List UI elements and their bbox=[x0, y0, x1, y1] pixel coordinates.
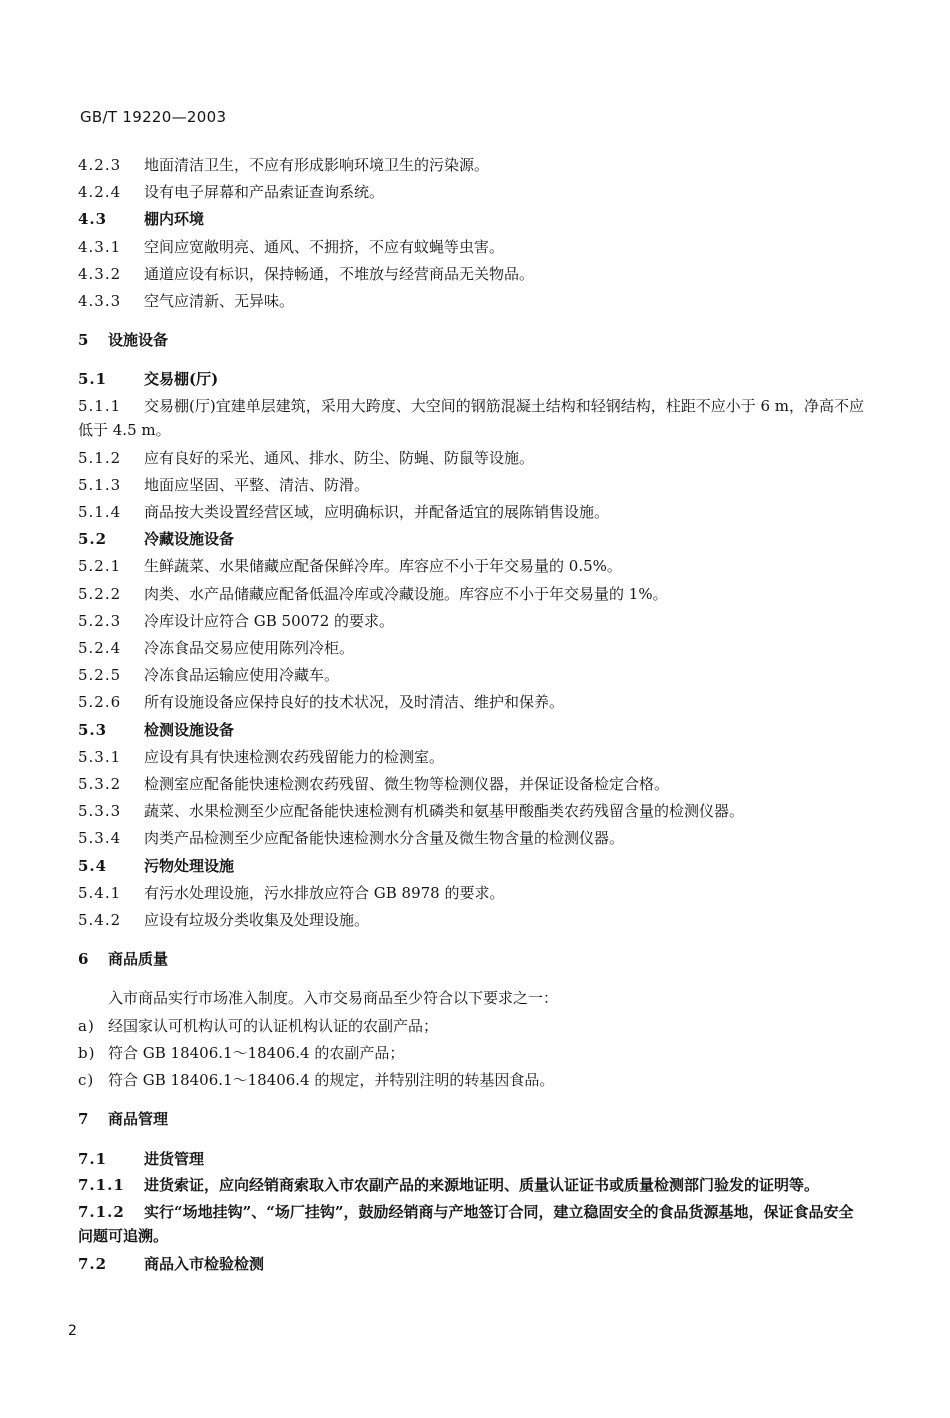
list-item-b: b) 符合 GB 18406.1～18406.4 的农副产品； bbox=[78, 1043, 405, 1062]
clause-5-4-2: 5.4.2 应设有垃圾分类收集及处理设施。 bbox=[78, 911, 370, 930]
heading-5-3: 5.3 检测设施设备 bbox=[78, 720, 235, 739]
heading-5: 5 设施设备 bbox=[78, 331, 169, 350]
heading-7-1: 7.1 进货管理 bbox=[78, 1149, 205, 1168]
heading-6: 6 商品质量 bbox=[78, 950, 169, 969]
clause-4-3-2: 4.3.2 通道应设有标识，保持畅通，不堆放与经营商品无关物品。 bbox=[78, 264, 535, 283]
list-item-a: a) 经国家认可机构认可的认证机构认证的农副产品； bbox=[78, 1016, 439, 1035]
clause-5-1-1: 5.1.1 交易棚(厅)宜建单层建筑，采用大跨度、大空间的钢筋混凝土结构和轻钢结构，柱距不应小于 6 m，净高不应低于 4.5 m。 bbox=[78, 396, 865, 439]
clause-5-1-2: 5.1.2 应有良好的采光、通风、排水、防尘、防蝇、防鼠等设施。 bbox=[78, 448, 535, 467]
clause-5-2-4: 5.2.4 冷冻食品交易应使用陈列冷柜。 bbox=[78, 639, 355, 658]
clause-5-2-5: 5.2.5 冷冻食品运输应使用冷藏车。 bbox=[78, 666, 340, 685]
clause-5-2-6: 5.2.6 所有设施设备应保持良好的技术状况，及时清洁、维护和保养。 bbox=[78, 693, 565, 712]
clause-4-3-3: 4.3.3 空气应清新、无异味。 bbox=[78, 292, 295, 311]
clause-5-2-2: 5.2.2 肉类、水产品储藏应配备低温冷库或冷藏设施。库容应不小于年交易量的 1%。 bbox=[78, 584, 668, 603]
clause-5-1-4: 5.1.4 商品按大类设置经营区域，应明确标识，并配备适宜的展陈销售设施。 bbox=[78, 503, 610, 522]
clause-5-3-3: 5.3.3 蔬菜、水果检测至少应配备能快速检测有机磷类和氨基甲酸酯类农药残留含量的检测仪器。 bbox=[78, 802, 745, 821]
clause-5-4-1: 5.4.1 有污水处理设施，污水排放应符合 GB 8978 的要求。 bbox=[78, 883, 505, 902]
clause-5-2-3: 5.2.3 冷库设计应符合 GB 50072 的要求。 bbox=[78, 611, 395, 630]
clause-4-2-4: 4.2.4 设有电子屏幕和产品索证查询系统。 bbox=[78, 183, 385, 202]
clause-5-3-1: 5.3.1 应设有具有快速检测农药残留能力的检测室。 bbox=[78, 747, 445, 766]
clause-5-1-3: 5.1.3 地面应坚固、平整、清洁、防滑。 bbox=[78, 475, 370, 494]
document-body bbox=[78, 152, 868, 1278]
clause-5-2-1: 5.2.1 生鲜蔬菜、水果储藏应配备保鲜冷库。库容应不小于年交易量的 0.5%。 bbox=[78, 557, 622, 576]
clause-4-3-1: 4.3.1 空间应宽敞明亮、通风、不拥挤，不应有蚊蝇等虫害。 bbox=[78, 237, 505, 256]
list-item-c: c) 符合 GB 18406.1～18406.4 的规定，并特别注明的转基因食品。 bbox=[78, 1071, 555, 1090]
page-number: 2 bbox=[68, 1323, 77, 1339]
clause-7-1-2: 7.1.2 实行“场地挂钩”、“场厂挂钩”，鼓励经销商与产地签订合同，建立稳固安全的食品货源基地，保证食品安全问题可追溯。 bbox=[78, 1202, 854, 1245]
clause-5-3-4: 5.3.4 肉类产品检测至少应配备能快速检测水分含量及微生物含量的检测仪器。 bbox=[78, 829, 625, 848]
paragraph-6-intro: 入市商品实行市场准入制度。入市交易商品至少符合以下要求之一： bbox=[108, 989, 559, 1008]
heading-4-3: 4.3 棚内环境 bbox=[78, 210, 205, 229]
standard-code: GB/T 19220—2003 bbox=[80, 108, 227, 126]
clause-4-2-3: 4.2.3 地面清洁卫生，不应有形成影响环境卫生的污染源。 bbox=[78, 156, 490, 174]
heading-7-2: 7.2 商品入市检验检测 bbox=[78, 1254, 265, 1273]
clause-5-3-2: 5.3.2 检测室应配备能快速检测农药残留、微生物等检测仪器，并保证设备检定合格。 bbox=[78, 775, 670, 794]
heading-5-4: 5.4 污物处理设施 bbox=[78, 856, 235, 875]
clause-7-1-1: 7.1.1 进货索证，应向经销商索取入市农副产品的来源地证明、质量认证证书或质量检测部门验发的证明等。 bbox=[78, 1175, 820, 1194]
heading-7: 7 商品管理 bbox=[78, 1110, 169, 1129]
heading-5-2: 5.2 冷藏设施设备 bbox=[78, 530, 235, 549]
heading-5-1: 5.1 交易棚(厅) bbox=[78, 370, 219, 389]
